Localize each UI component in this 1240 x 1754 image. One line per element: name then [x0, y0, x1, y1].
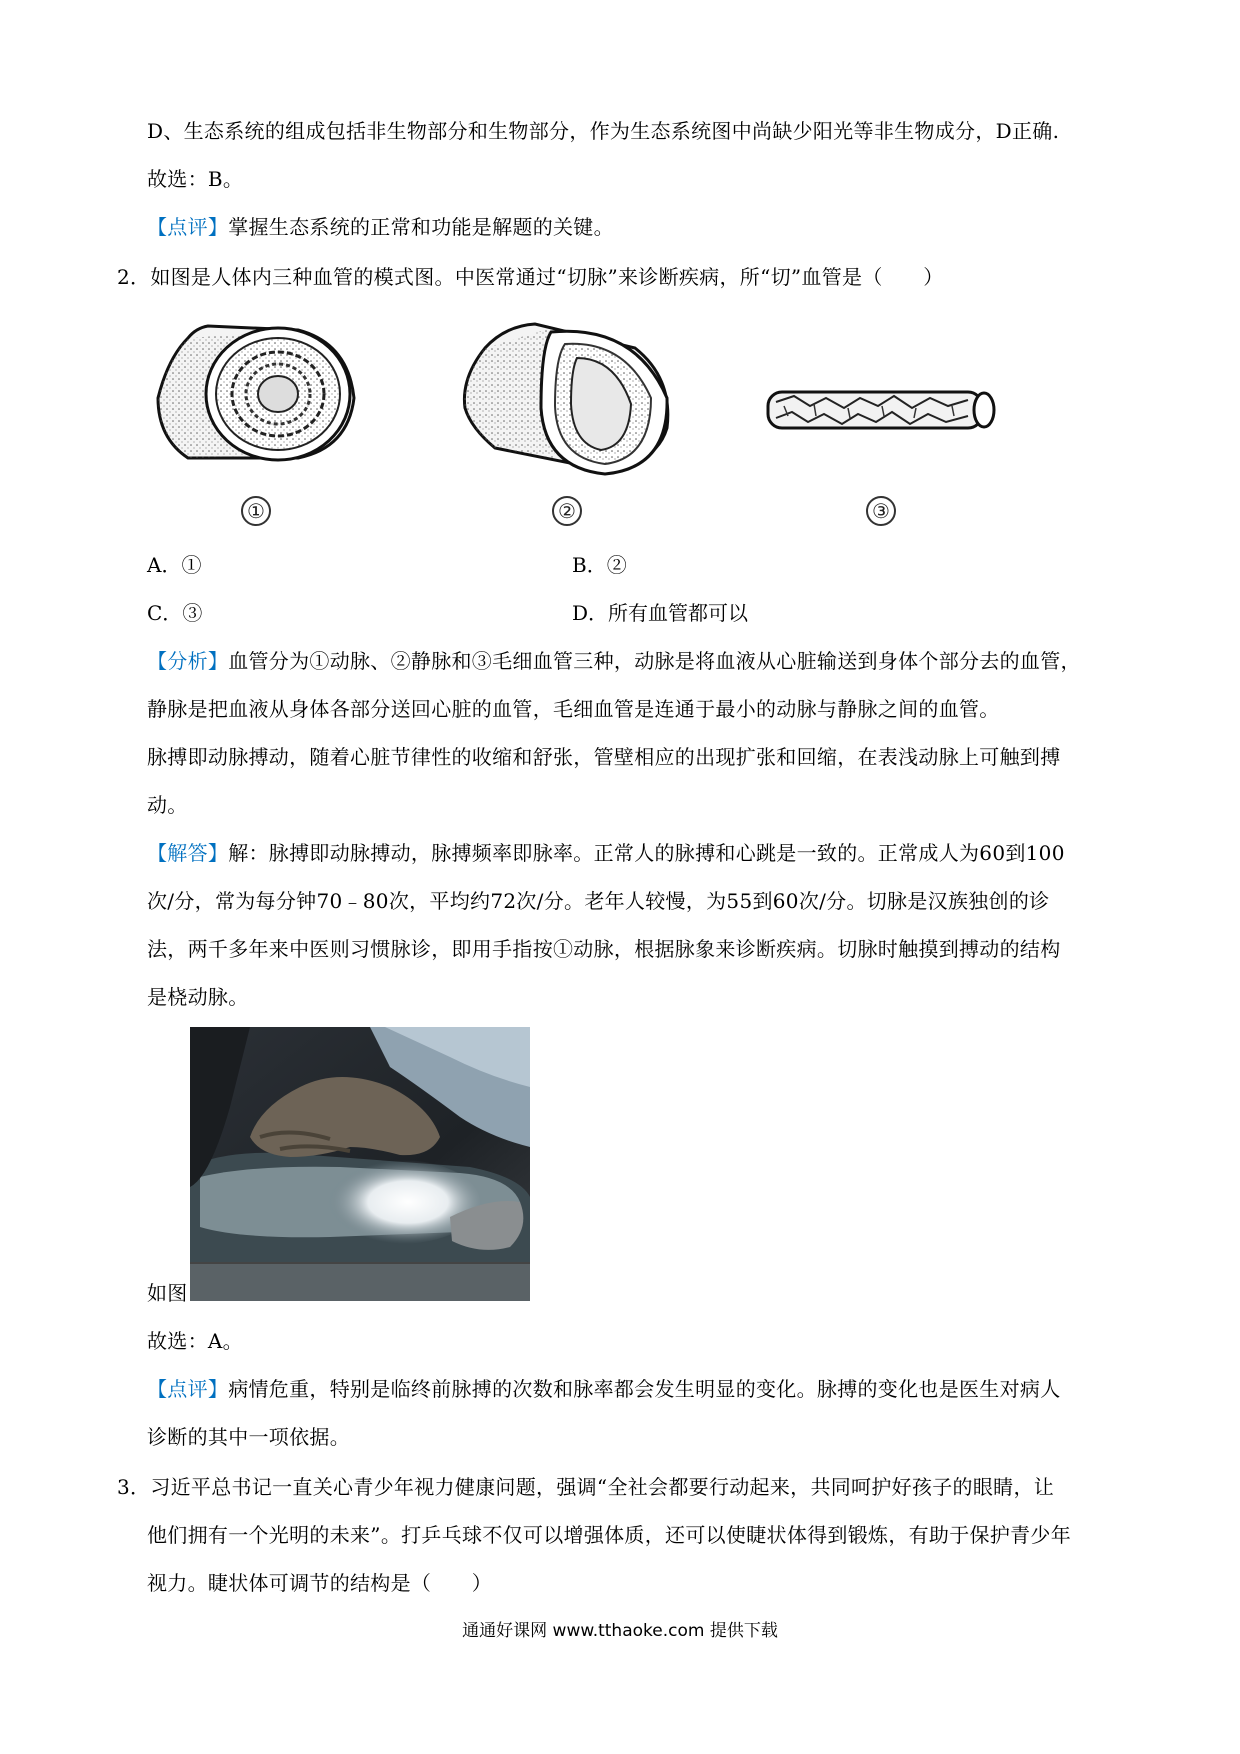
solution-line-1 — [147, 839, 1065, 867]
option-c[interactable] — [147, 599, 202, 627]
solution-tag: 【解答】 — [147, 841, 229, 865]
page-footer: 通通好课网 www.tthaoke.com 提供下载 — [462, 1621, 778, 1641]
comment-text: 掌握生态系统的正常和功能是解题的关键。 — [228, 215, 614, 239]
option-b-letter: B． — [572, 553, 607, 577]
q2-answer: 故选：A。 — [147, 1329, 243, 1353]
option-d[interactable] — [572, 599, 748, 627]
q2-comment-tag: 【点评】 — [147, 1377, 229, 1401]
figure-label-3: ③ — [866, 496, 896, 526]
comment-tag: 【点评】 — [147, 215, 229, 239]
question-3-stem-3: 视力。睫状体可调节的结构是（ ） — [147, 1571, 493, 1595]
prev-answer: 故选：B。 — [147, 167, 244, 191]
figure-label-2: ② — [552, 496, 582, 526]
photo-caption: 如图 — [147, 1281, 188, 1305]
solution-text-1: 解：脉搏即动脉搏动，脉搏频率即脉率。正常人的脉搏和心跳是一致的。正常成人为60到100 — [228, 841, 1065, 865]
question-3-stem-2: 他们拥有一个光明的未来”。打乒乓球不仅可以增强体质，还可以使睫状体得到锻炼，有助于保护青少年 — [147, 1523, 1072, 1547]
q2-comment-line-1 — [147, 1375, 1061, 1403]
artery-figure — [148, 318, 364, 472]
analysis-line-1 — [147, 647, 1081, 675]
option-b-text: ② — [606, 553, 627, 577]
question-3-stem-1: 3．习近平总书记一直关心青少年视力健康问题，强调“全社会都要行动起来，共同呵护好孩子的眼睛，让 — [117, 1475, 1055, 1499]
q2-comment-text-1: 病情危重，特别是临终前脉搏的次数和脉率都会发生明显的变化。脉搏的变化也是医生对病人 — [228, 1377, 1061, 1401]
prev-comment — [147, 213, 614, 241]
analysis-line-2: 静脉是把血液从身体各部分送回心脏的血管，毛细血管是连通于最小的动脉与静脉之间的血管。 — [147, 697, 1000, 721]
question-2-stem: 2．如图是人体内三种血管的模式图。中医常通过“切脉”来诊断疾病，所“切”血管是（ ） — [117, 265, 944, 289]
q2-comment-line-2: 诊断的其中一项依据。 — [147, 1425, 350, 1449]
option-c-letter: C． — [147, 601, 183, 625]
solution-line-2: 次/分，常为每分钟70﹣80次，平均约72次/分。老年人较慢，为55到60次/分。切脉是汉族独创的诊 — [147, 889, 1050, 913]
option-c-text: ③ — [182, 601, 203, 625]
figure-label-1: ① — [241, 496, 271, 526]
option-a[interactable] — [147, 551, 201, 579]
solution-line-3: 法，两千多年来中医则习惯脉诊，即用手指按①动脉，根据脉象来诊断疾病。切脉时触摸到搏动的结构 — [147, 937, 1061, 961]
pulse-diagnosis-photo — [190, 1027, 530, 1301]
option-d-analysis: D、生态系统的组成包括非生物部分和生物部分，作为生态系统图中尚缺少阳光等非生物成分，D正确. — [147, 119, 1060, 143]
option-a-text: ① — [181, 553, 202, 577]
option-d-text: 所有血管都可以 — [608, 601, 749, 625]
capillary-figure — [764, 386, 1000, 434]
solution-line-4: 是桡动脉。 — [147, 985, 249, 1009]
analysis-text-1: 血管分为①动脉、②静脉和③毛细血管三种，动脉是将血液从心脏输送到身体个部分去的血管， — [228, 649, 1081, 673]
option-a-letter: A． — [147, 553, 182, 577]
analysis-tag: 【分析】 — [147, 649, 229, 673]
option-b[interactable] — [572, 551, 627, 579]
vein-figure — [455, 318, 679, 482]
option-d-letter: D． — [572, 601, 609, 625]
analysis-line-4: 动。 — [147, 793, 188, 817]
analysis-line-3: 脉搏即动脉搏动，随着心脏节律性的收缩和舒张，管壁相应的出现扩张和回缩，在表浅动脉上可触到搏 — [147, 745, 1061, 769]
